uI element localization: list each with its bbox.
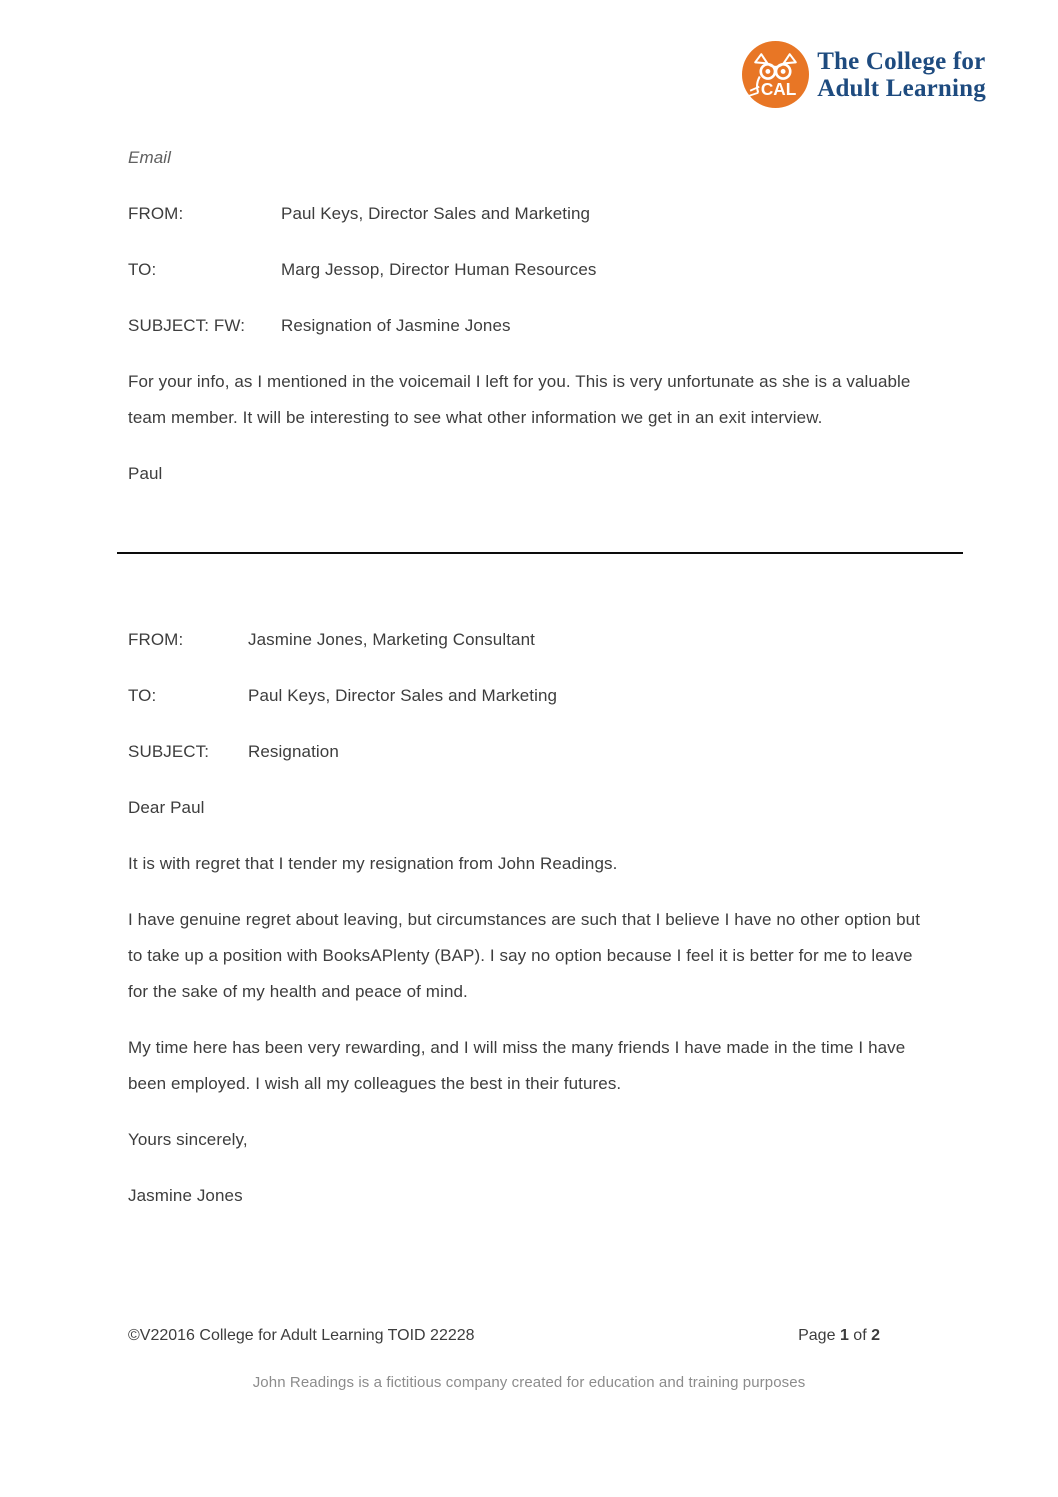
to-value: Marg Jessop, Director Human Resources [281,260,597,279]
from-value: Paul Keys, Director Sales and Marketing [281,204,591,223]
to-label: TO: [128,686,157,705]
email-paragraph: It is with regret that I tender my resignation from John Readings. [128,854,618,873]
copyright-text: ©V22016 College for Adult Learning TOID 22228 [128,1327,475,1344]
disclaimer-text: John Readings is a fictitious company created for education and training purposes [252,1374,806,1391]
page-number-of: of [853,1327,867,1344]
email-salutation: Dear Paul [128,798,205,817]
page-number-label: Page [798,1327,836,1344]
page-number-current: 1 [839,1327,849,1344]
owl-cal-icon [742,41,809,108]
org-logo [742,41,986,108]
from-label: FROM: [128,204,184,223]
email-closing: Yours sincerely, [128,1130,248,1149]
page-number [798,1325,880,1347]
header-row-from [128,622,930,658]
section-divider [117,552,963,554]
to-label: TO: [128,260,157,279]
org-name [817,48,986,102]
header-row-to [128,678,930,714]
from-label: FROM: [128,630,184,649]
header-row-subject [128,734,930,770]
email-signature: Paul [128,464,163,483]
email-forward-section [128,196,930,492]
email-paragraph: I have genuine regret about leaving, but circumstances are such that I believe I have no other option but to take up a position with BooksAPlenty (BAP). I say no option because I feel it is better for me to leave for the sake of my health and peace of mind. [128,910,921,1001]
page-number-total: 2 [871,1327,880,1344]
org-name-line2: Adult Learning [817,74,986,102]
from-value: Jasmine Jones, Marketing Consultant [248,630,535,649]
to-value: Paul Keys, Director Sales and Marketing [248,686,558,705]
subject-value: Resignation [248,742,339,761]
header-row-from [128,196,930,232]
subject-value: Resignation of Jasmine Jones [281,316,511,335]
org-name-line1: The College for [817,47,986,75]
header-row-to [128,252,930,288]
logo-badge-text: CAL [761,78,797,99]
email-paragraph: My time here has been very rewarding, and I will miss the many friends I have made in the time I have been employed. I wish all my colleagues the best in their futures. [128,1038,906,1093]
email-original-section [128,622,930,1214]
document-type-label: Email [128,148,172,167]
subject-label: SUBJECT: [128,742,210,761]
email-paragraph: For your info, as I mentioned in the voicemail I left for you. This is very unfortunate as she is a valuable team member. It will be interesting to see what other information we get in an exit interview. [128,372,911,427]
page-footer [128,1325,880,1347]
header-row-subject [128,308,930,344]
subject-label: SUBJECT: FW: [128,316,246,335]
email-signature: Jasmine Jones [128,1186,243,1205]
